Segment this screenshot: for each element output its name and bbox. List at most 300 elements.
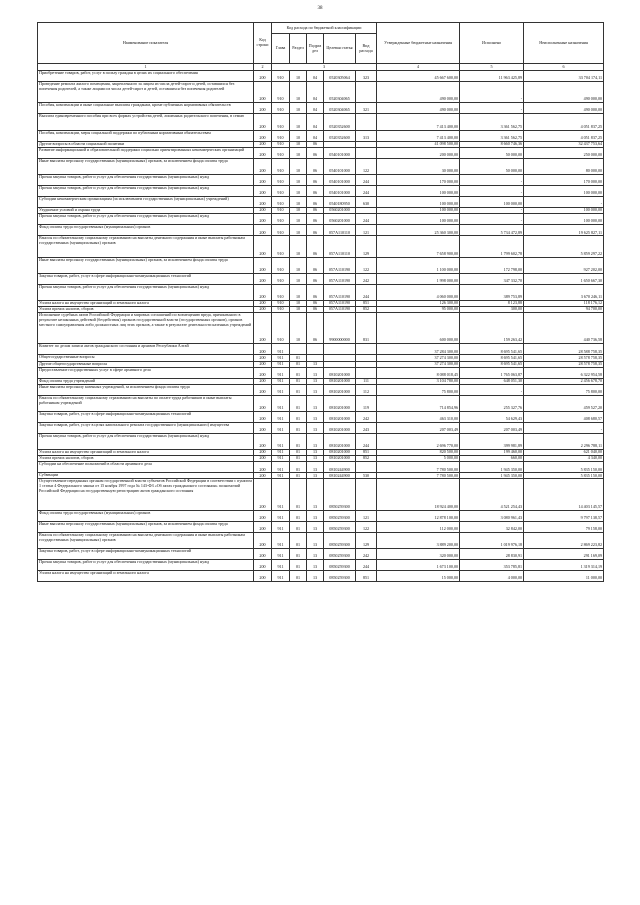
row-csr: 057А110190 xyxy=(324,300,356,306)
row-remaining: 79 158,00 xyxy=(524,521,604,532)
col-number-2: 2 xyxy=(254,64,272,71)
row-csr: 057А110190 xyxy=(324,284,356,300)
row-glava: 911 xyxy=(272,549,290,560)
row-approved: 75 800,00 xyxy=(377,384,460,395)
row-remaining: 1 319 314,19 xyxy=(524,560,604,571)
row-code: 200 xyxy=(254,284,272,300)
row-razdel xyxy=(290,344,307,355)
header-name: Наименование показателя xyxy=(38,23,254,64)
row-vr: 244 xyxy=(356,214,377,225)
row-approved: 30 000,00 xyxy=(377,158,460,174)
row-razdel: 10 xyxy=(290,130,307,141)
row-executed: 11 963 425,89 xyxy=(460,71,524,82)
row-approved: 7 780 500,00 xyxy=(377,462,460,473)
row-glava: 911 xyxy=(272,355,290,361)
row-name: Другие общегосударственные вопросы xyxy=(38,361,254,367)
row-glava: 911 xyxy=(272,571,290,582)
table-row xyxy=(38,257,604,273)
row-podrazdel: 13 xyxy=(307,532,324,548)
row-code: 200 xyxy=(254,479,272,510)
row-remaining: 459 527,20 xyxy=(524,395,604,411)
row-csr: 0520352600 xyxy=(324,114,356,130)
row-name: Исполнение судебных актов Российской Федерации и мировых соглашений по возмещению вреда, причиненного в результате незаконных действий (бездействия) органов государственной власти (государственных органов), органов местного самоуправления либо должностных лиц этих органов, а также в результате деятельности казенных учреждений xyxy=(38,313,254,344)
row-razdel: 01 xyxy=(290,560,307,571)
table-row xyxy=(38,560,604,571)
row-executed: - xyxy=(460,208,524,214)
header-glava: Глава xyxy=(272,34,290,64)
row-remaining: 408 680,57 xyxy=(524,411,604,422)
row-executed: 54 629,43 xyxy=(460,411,524,422)
row-razdel: 10 xyxy=(290,174,307,185)
row-remaining: 4 340,00 xyxy=(524,456,604,462)
row-podrazdel: 06 xyxy=(307,236,324,257)
row-remaining: 490 000,00 xyxy=(524,103,604,114)
row-csr: 9900000000 xyxy=(324,313,356,344)
row-remaining: 5 835 150,00 xyxy=(524,462,604,473)
row-code: 200 xyxy=(254,549,272,560)
row-glava: 910 xyxy=(272,82,290,103)
row-executed: 8 695 541,65 xyxy=(460,344,524,355)
row-executed: 50 000,00 xyxy=(460,158,524,174)
row-razdel: 01 xyxy=(290,423,307,434)
row-csr: 0520304065 xyxy=(324,103,356,114)
row-remaining: 4 051 837,25 xyxy=(524,114,604,130)
row-name: Уплата прочих налогов, сборов xyxy=(38,456,254,462)
row-csr: 0540101000 xyxy=(324,147,356,158)
row-podrazdel: 06 xyxy=(307,214,324,225)
row-executed: 300,00 xyxy=(460,307,524,313)
row-glava: 911 xyxy=(272,434,290,450)
row-executed: - xyxy=(460,384,524,395)
row-razdel: 10 xyxy=(290,71,307,82)
row-name: Взносы по обязательному социальному страхованию на выплаты денежного содержания и иные выплаты работникам государственных (муниципальных) органов xyxy=(38,532,254,548)
row-code: 200 xyxy=(254,214,272,225)
row-name: Осуществление переданных органам государственной власти субъектов Российской Федерации в соответствии с пунктом 1 статьи 4 Федерального закона от 15 ноября 1997 года № 143-ФЗ «Об актах гражданского состояния» полномочий Российской Федерации на государственную регистрацию актов гражданского состояния xyxy=(38,479,254,510)
row-remaining: 2 296 788,11 xyxy=(524,434,604,450)
row-remaining: 100 000,00 xyxy=(524,185,604,196)
row-glava: 911 xyxy=(272,479,290,510)
row-csr: 0850259300 xyxy=(324,521,356,532)
row-razdel: 01 xyxy=(290,549,307,560)
col-number-5: 5 xyxy=(460,64,524,71)
row-approved: 7 780 500,00 xyxy=(377,473,460,479)
row-vr: 112 xyxy=(356,384,377,395)
row-podrazdel: 13 xyxy=(307,521,324,532)
row-name: Общегосударственные вопросы xyxy=(38,355,254,361)
row-name: Иные выплаты персоналу государственных (муниципальных) органов, за исключением фонда оплаты труда xyxy=(38,257,254,273)
row-vr: 243 xyxy=(356,423,377,434)
row-executed: 347 332,70 xyxy=(460,273,524,284)
row-vr: 242 xyxy=(356,549,377,560)
row-podrazdel: 13 xyxy=(307,434,324,450)
row-glava: 910 xyxy=(272,158,290,174)
row-code: 200 xyxy=(254,273,272,284)
row-remaining: 250 000,00 xyxy=(524,147,604,158)
row-glava: 910 xyxy=(272,313,290,344)
row-podrazdel: 06 xyxy=(307,158,324,174)
row-razdel: 01 xyxy=(290,378,307,384)
row-code: 200 xyxy=(254,185,272,196)
row-executed: 660,00 xyxy=(460,456,524,462)
row-glava: 911 xyxy=(272,361,290,367)
row-code: 200 xyxy=(254,313,272,344)
row-razdel: 10 xyxy=(290,273,307,284)
row-glava: 910 xyxy=(272,147,290,158)
table-row xyxy=(38,71,604,82)
row-razdel: 10 xyxy=(290,236,307,257)
row-vr: 244 xyxy=(356,560,377,571)
row-code: 200 xyxy=(254,82,272,103)
table-row xyxy=(38,82,604,103)
row-csr: 0810201000 xyxy=(324,456,356,462)
row-name: Прочая закупка товаров, работ и услуг для обеспечения государственных (муниципальных) нужд xyxy=(38,185,254,196)
row-name: Фонд оплаты труда государственных (муниципальных) органов xyxy=(38,225,254,236)
row-approved: 7 413 400,00 xyxy=(377,114,460,130)
row-glava: 910 xyxy=(272,71,290,82)
row-podrazdel: 06 xyxy=(307,273,324,284)
page-number: 38 xyxy=(317,6,323,11)
row-code: 200 xyxy=(254,158,272,174)
row-executed: 1 945 350,00 xyxy=(460,473,524,479)
row-remaining: 33 704 174,11 xyxy=(524,71,604,82)
row-remaining: - xyxy=(524,197,604,208)
row-podrazdel: 13 xyxy=(307,450,324,456)
row-remaining: 9 797 138,57 xyxy=(524,510,604,521)
row-podrazdel: 06 xyxy=(307,197,324,208)
row-name: Фонд оплаты труда государственных (муниципальных) органов xyxy=(38,510,254,521)
row-razdel: 01 xyxy=(290,479,307,510)
row-remaining: 28 578 758,35 xyxy=(524,355,604,361)
row-executed: 5 734 472,89 xyxy=(460,225,524,236)
row-name: Уплата налога на имущество организаций и земельного налога xyxy=(38,571,254,582)
row-executed: 8 695 541,65 xyxy=(460,355,524,361)
row-podrazdel: 06 xyxy=(307,257,324,273)
row-code: 200 xyxy=(254,71,272,82)
row-glava: 910 xyxy=(272,103,290,114)
row-remaining: 5 835 150,00 xyxy=(524,473,604,479)
row-razdel: 01 xyxy=(290,367,307,378)
row-executed: 4 521 254,43 xyxy=(460,479,524,510)
row-csr: 0850259300 xyxy=(324,571,356,582)
row-approved: 490 000,00 xyxy=(377,103,460,114)
row-name: Уплата налога на имущество организаций и земельного налога xyxy=(38,300,254,306)
row-glava: 910 xyxy=(272,273,290,284)
row-code: 200 xyxy=(254,307,272,313)
row-name: Ухудшение условий и охрана труда xyxy=(38,208,254,214)
row-name: Субсидии некоммерческим организациям (за исключением государственных (муниципальных) учреждений) xyxy=(38,197,254,208)
row-name: Уплата прочих налогов, сборов xyxy=(38,307,254,313)
row-razdel: 10 xyxy=(290,214,307,225)
row-executed: 172 798,00 xyxy=(460,257,524,273)
row-approved: 2 696 770,00 xyxy=(377,434,460,450)
row-name: Предоставление государственных услуг в сфере архивного дела xyxy=(38,367,254,378)
header-csr: Целевая статья xyxy=(324,34,356,64)
row-name: Закупка товаров, работ, услуг в сфере информационно-коммуникационных технологий xyxy=(38,273,254,284)
row-executed: 399 981,89 xyxy=(460,434,524,450)
table-row xyxy=(38,147,604,158)
row-csr: 0850259300 xyxy=(324,479,356,510)
row-podrazdel: 04 xyxy=(307,114,324,130)
row-podrazdel: 04 xyxy=(307,130,324,141)
row-razdel: 01 xyxy=(290,473,307,479)
row-csr: 0850259300 xyxy=(324,560,356,571)
col-number-1: 1 xyxy=(38,64,254,71)
table-row xyxy=(38,434,604,450)
row-glava: 910 xyxy=(272,214,290,225)
row-code: 200 xyxy=(254,344,272,355)
row-code: 200 xyxy=(254,456,272,462)
row-code: 200 xyxy=(254,510,272,521)
row-razdel: 10 xyxy=(290,141,307,147)
row-vr xyxy=(356,479,377,510)
row-code: 200 xyxy=(254,114,272,130)
row-approved: 207 003,49 xyxy=(377,423,460,434)
row-executed: 8 660 746,36 xyxy=(460,141,524,147)
budget-execution-table xyxy=(37,22,604,582)
table-row xyxy=(38,344,604,355)
row-csr: 057А110110 xyxy=(324,225,356,236)
row-csr: 0540101000 xyxy=(324,185,356,196)
row-glava: 911 xyxy=(272,411,290,422)
row-csr: 0520305064 xyxy=(324,71,356,82)
row-glava: 910 xyxy=(272,257,290,273)
row-podrazdel: 06 xyxy=(307,174,324,185)
table-row xyxy=(38,130,604,141)
row-glava: 911 xyxy=(272,378,290,384)
row-code: 200 xyxy=(254,355,272,361)
row-razdel: 01 xyxy=(290,521,307,532)
row-podrazdel: 13 xyxy=(307,456,324,462)
row-executed: 1 019 976,18 xyxy=(460,532,524,548)
row-remaining: 11 000,00 xyxy=(524,571,604,582)
row-razdel: 01 xyxy=(290,355,307,361)
header-vr: Вид расхода xyxy=(356,34,377,64)
table-row xyxy=(38,313,604,344)
row-name: Взносы по обязательному социальному страхованию на выплаты по оплате труда работников и иные выплаты работникам учреждений xyxy=(38,395,254,411)
row-glava: 911 xyxy=(272,450,290,456)
header-razdel: Раздел xyxy=(290,34,307,64)
row-approved: 25 360 300,00 xyxy=(377,225,460,236)
row-podrazdel: 04 xyxy=(307,71,324,82)
row-remaining: 118 176,12 xyxy=(524,300,604,306)
row-razdel: 01 xyxy=(290,395,307,411)
row-executed: 4 000,00 xyxy=(460,571,524,582)
table-row xyxy=(38,462,604,473)
row-remaining: 621 040,00 xyxy=(524,450,604,456)
row-podrazdel: 06 xyxy=(307,300,324,306)
row-executed: - xyxy=(460,174,524,185)
row-vr xyxy=(356,462,377,473)
row-vr: 852 xyxy=(356,307,377,313)
row-approved: 170 000,00 xyxy=(377,174,460,185)
row-remaining: 94 700,00 xyxy=(524,307,604,313)
row-name: Пособия, компенсации и иные социальные выплаты гражданам, кроме публичных нормативных обязательств xyxy=(38,103,254,114)
row-code: 200 xyxy=(254,521,272,532)
row-remaining: 4 051 837,25 xyxy=(524,130,604,141)
row-podrazdel: 13 xyxy=(307,367,324,378)
row-glava: 911 xyxy=(272,395,290,411)
row-executed: 389 753,89 xyxy=(460,284,524,300)
row-glava: 911 xyxy=(272,521,290,532)
row-vr: 129 xyxy=(356,236,377,257)
row-razdel: 10 xyxy=(290,103,307,114)
row-approved: 41 098 500,00 xyxy=(377,141,460,147)
row-podrazdel: 06 xyxy=(307,284,324,300)
row-glava: 911 xyxy=(272,456,290,462)
row-approved: 12 878 100,00 xyxy=(377,510,460,521)
row-glava: 910 xyxy=(272,225,290,236)
table-row xyxy=(38,384,604,395)
row-remaining: 2 869 223,82 xyxy=(524,532,604,548)
row-glava: 910 xyxy=(272,197,290,208)
row-podrazdel: 13 xyxy=(307,395,324,411)
row-vr xyxy=(356,367,377,378)
row-vr: 242 xyxy=(356,273,377,284)
row-remaining: 490 000,00 xyxy=(524,82,604,103)
row-remaining: 440 736,58 xyxy=(524,313,604,344)
row-executed: 1 945 350,00 xyxy=(460,462,524,473)
row-executed: 207 003,49 xyxy=(460,423,524,434)
row-code: 200 xyxy=(254,450,272,456)
row-podrazdel: 13 xyxy=(307,549,324,560)
row-code: 200 xyxy=(254,473,272,479)
row-name: Другие вопросы в области социальной политики xyxy=(38,141,254,147)
row-vr: 121 xyxy=(356,225,377,236)
row-razdel: 10 xyxy=(290,208,307,214)
header-code: Код строки xyxy=(254,23,272,64)
row-glava: 910 xyxy=(272,307,290,313)
row-podrazdel: 13 xyxy=(307,462,324,473)
row-executed: - xyxy=(460,82,524,103)
row-glava: 911 xyxy=(272,344,290,355)
row-vr xyxy=(356,147,377,158)
row-executed: 3 361 562,75 xyxy=(460,114,524,130)
row-razdel: 10 xyxy=(290,158,307,174)
row-approved: 3 889 200,00 xyxy=(377,532,460,548)
table-row xyxy=(38,214,604,225)
row-approved: 1 673 100,00 xyxy=(377,560,460,571)
row-glava: 910 xyxy=(272,300,290,306)
row-csr: 0540180950 xyxy=(324,197,356,208)
row-razdel: 10 xyxy=(290,257,307,273)
row-approved: 490 000,00 xyxy=(377,82,460,103)
row-remaining: 100 000,00 xyxy=(524,214,604,225)
row-vr: 630 xyxy=(356,197,377,208)
row-remaining: 28 588 758,35 xyxy=(524,344,604,355)
row-code: 200 xyxy=(254,423,272,434)
row-name: Закупка товаров, работ, услуг в сфере информационно-коммуникационных технологий xyxy=(38,411,254,422)
row-glava: 910 xyxy=(272,208,290,214)
row-razdel: 10 xyxy=(290,300,307,306)
row-executed: - xyxy=(460,214,524,225)
row-vr xyxy=(356,82,377,103)
row-approved: 37 284 300,00 xyxy=(377,344,460,355)
row-name: Закупка товаров, работ, услуг в сфере информационно-коммуникационных технологий xyxy=(38,549,254,560)
row-glava: 911 xyxy=(272,462,290,473)
table-row xyxy=(38,158,604,174)
row-glava: 910 xyxy=(272,141,290,147)
row-remaining: 3 670 246,11 xyxy=(524,284,604,300)
table-row xyxy=(38,197,604,208)
table-row xyxy=(38,174,604,185)
row-name: Прочая закупка товаров, работ и услуг для обеспечения государственных (муниципальных) нужд xyxy=(38,284,254,300)
row-code: 200 xyxy=(254,141,272,147)
row-csr: 0810201000 xyxy=(324,395,356,411)
row-vr: 122 xyxy=(356,257,377,273)
row-code: 200 xyxy=(254,208,272,214)
row-executed: 28 830,91 xyxy=(460,549,524,560)
row-vr: 242 xyxy=(356,411,377,422)
table-row xyxy=(38,532,604,548)
row-approved: 100 000,00 xyxy=(377,185,460,196)
row-vr: 119 xyxy=(356,395,377,411)
row-vr: 244 xyxy=(356,174,377,185)
row-razdel: 01 xyxy=(290,462,307,473)
row-vr: 122 xyxy=(356,158,377,174)
table-row xyxy=(38,571,604,582)
row-vr: 321 xyxy=(356,103,377,114)
row-vr xyxy=(356,344,377,355)
row-glava: 911 xyxy=(272,367,290,378)
row-name: Прочая закупка товаров, работ и услуг для обеспечения государственных (муниципальных) нужд xyxy=(38,214,254,225)
row-approved: 15 000,00 xyxy=(377,571,460,582)
row-remaining: 14 403 145,57 xyxy=(524,479,604,510)
row-remaining: 19 625 827,11 xyxy=(524,225,604,236)
col-number-3: 3 xyxy=(272,64,377,71)
row-podrazdel: 13 xyxy=(307,479,324,510)
row-code: 200 xyxy=(254,147,272,158)
row-vr: 313 xyxy=(356,130,377,141)
row-remaining: 927 202,00 xyxy=(524,257,604,273)
row-glava: 911 xyxy=(272,384,290,395)
row-approved: 820 500,00 xyxy=(377,450,460,456)
row-razdel: 01 xyxy=(290,532,307,548)
row-vr: 851 xyxy=(356,300,377,306)
row-name: Комитет по делам записи актов гражданского состояния и архивов Республики Алтай xyxy=(38,344,254,355)
row-vr: 244 xyxy=(356,434,377,450)
row-csr: 0560201000 xyxy=(324,208,356,214)
row-csr: 0850259300 xyxy=(324,510,356,521)
row-executed: 353 785,81 xyxy=(460,560,524,571)
row-name: Иные выплаты персоналу государственных (муниципальных) органов, за исключением фонда оплаты труда xyxy=(38,158,254,174)
row-razdel: 01 xyxy=(290,450,307,456)
table-row xyxy=(38,367,604,378)
row-razdel: 01 xyxy=(290,411,307,422)
row-csr: 057А110190 xyxy=(324,307,356,313)
row-name: Взносы по обязательному социальному страхованию на выплаты денежного содержания и иные выплаты работникам государственных (муниципальных) органов xyxy=(38,236,254,257)
row-approved: 5 000,00 xyxy=(377,456,460,462)
row-razdel: 10 xyxy=(290,82,307,103)
row-remaining: 28 578 758,35 xyxy=(524,361,604,367)
row-remaining: 100 000,00 xyxy=(524,208,604,214)
row-code: 200 xyxy=(254,225,272,236)
header-executed: Исполнено xyxy=(460,23,524,64)
row-approved: 600 000,00 xyxy=(377,313,460,344)
row-name: Прочая закупка товаров, работ и услуг для обеспечения государственных (муниципальных) нужд xyxy=(38,560,254,571)
row-podrazdel: 13 xyxy=(307,378,324,384)
row-vr: 851 xyxy=(356,571,377,582)
row-csr: 0810201000 xyxy=(324,423,356,434)
row-approved: 7 413 400,00 xyxy=(377,130,460,141)
table-row xyxy=(38,273,604,284)
row-podrazdel: 13 xyxy=(307,473,324,479)
row-approved: 200 000,00 xyxy=(377,147,460,158)
row-approved: 1 100 000,00 xyxy=(377,257,460,273)
row-approved: 8 088 018,45 xyxy=(377,367,460,378)
row-remaining: 5 859 297,22 xyxy=(524,236,604,257)
row-csr: 0520352600 xyxy=(324,130,356,141)
row-glava: 911 xyxy=(272,560,290,571)
